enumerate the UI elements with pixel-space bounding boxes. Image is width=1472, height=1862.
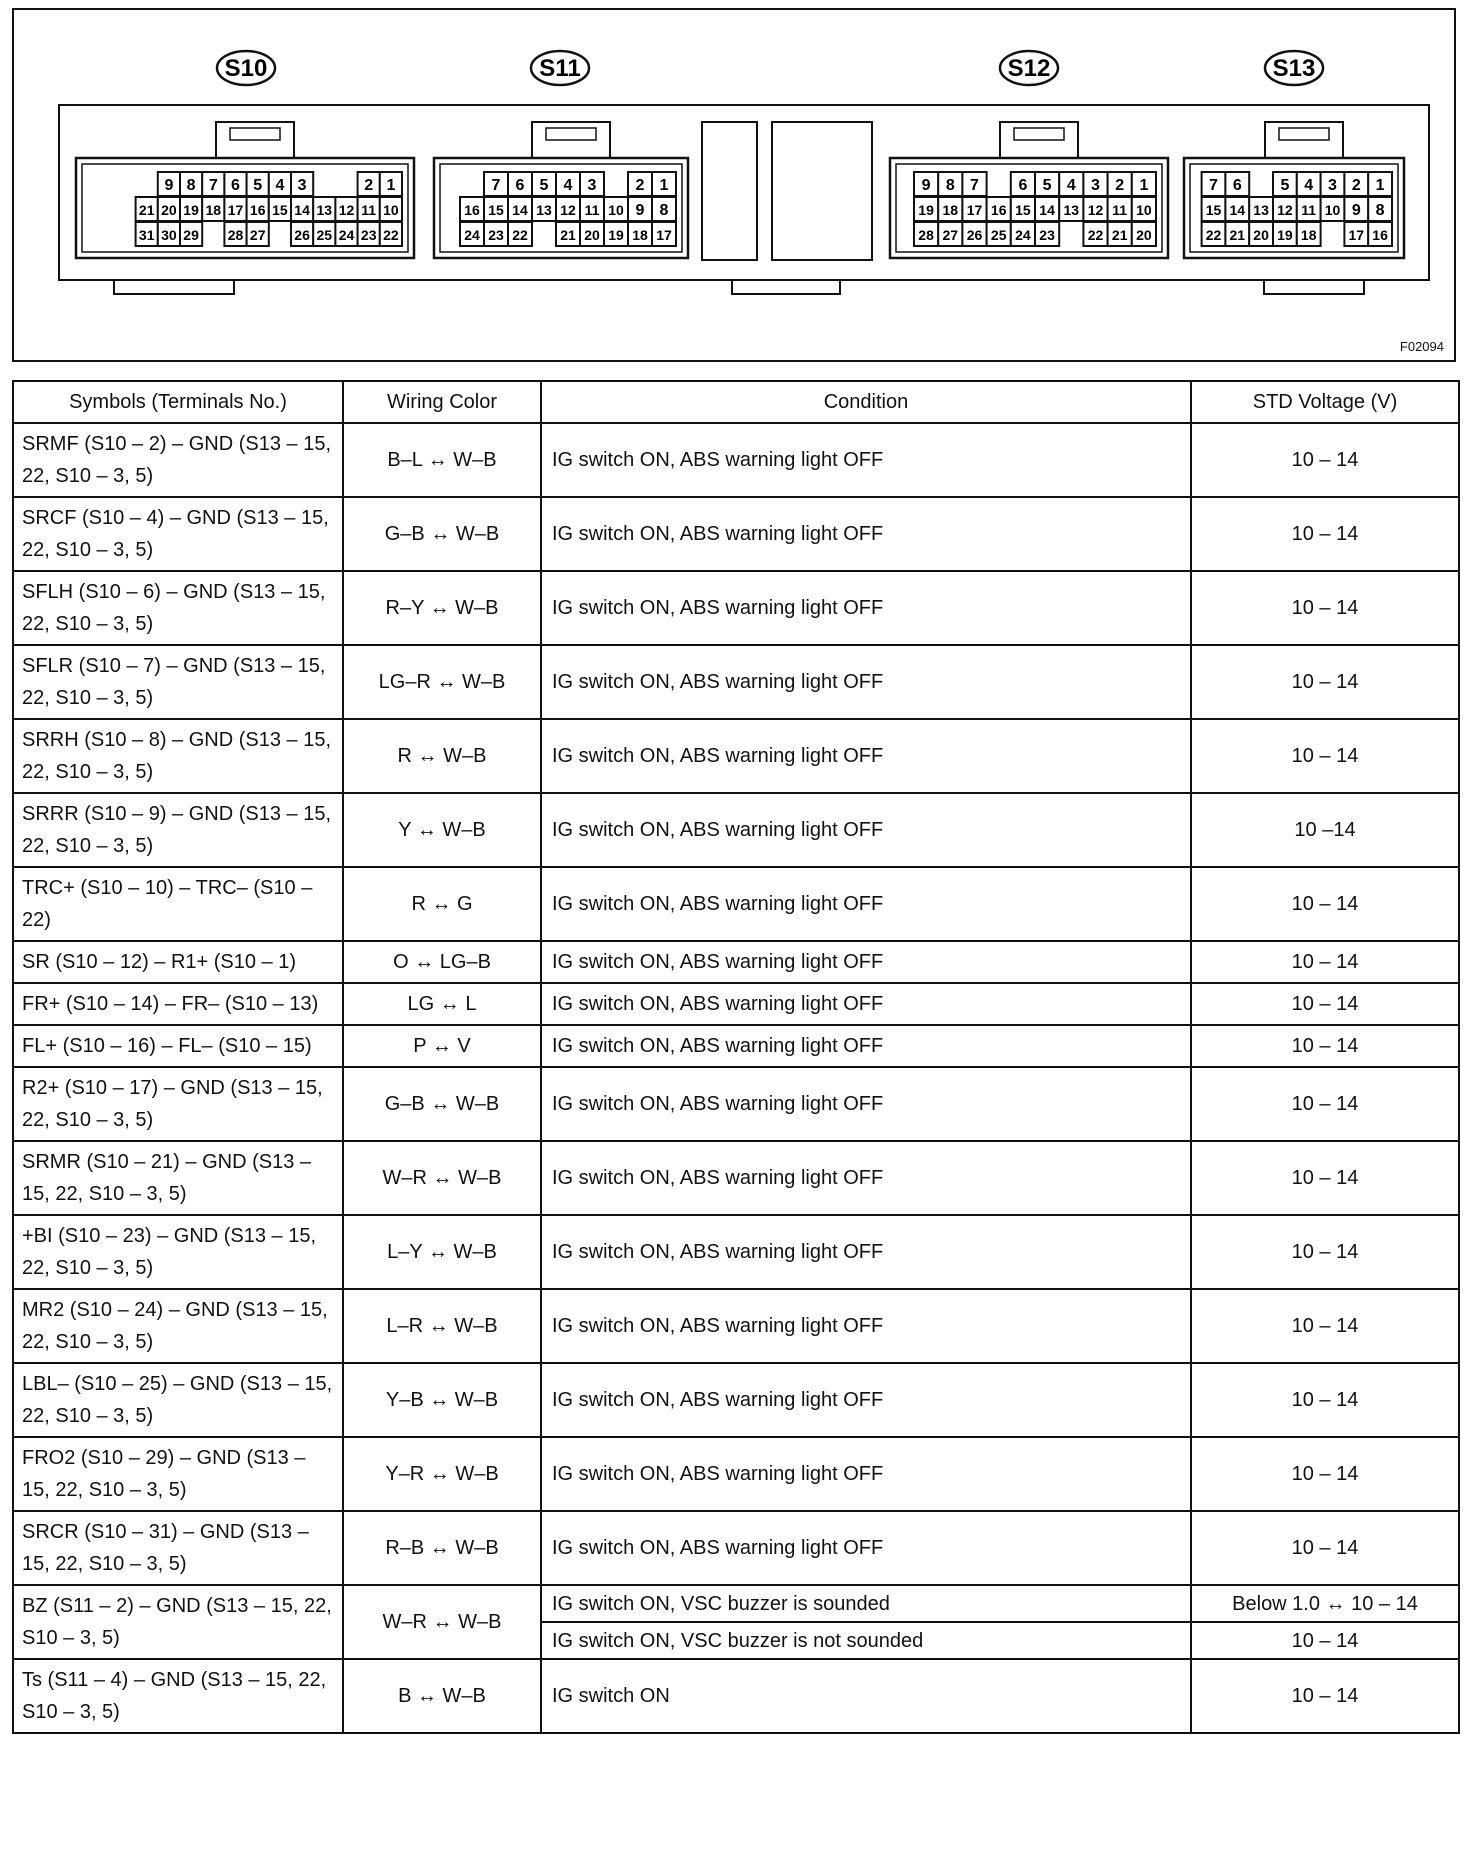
pin-number: 2 xyxy=(1351,177,1361,194)
cell-std-voltage: 10 – 14 xyxy=(1191,1437,1459,1511)
pin-number: 3 xyxy=(1091,177,1100,194)
cell-condition: IG switch ON, ABS warning light OFF xyxy=(541,867,1191,941)
pin-number: 11 xyxy=(1301,202,1317,218)
table-row xyxy=(13,867,1459,941)
cell-symbol: SRMR (S10 – 21) – GND (S13 – 15, 22, S10 – 3, 5) xyxy=(13,1141,343,1215)
table-row xyxy=(13,497,1459,571)
cell-wiring-color: P ↔ V xyxy=(343,1025,541,1067)
pin-number: 22 xyxy=(1087,227,1104,243)
pin-number: 6 xyxy=(515,177,525,194)
cell-wiring-color: O ↔ LG–B xyxy=(343,941,541,983)
pin-number: 13 xyxy=(1063,202,1080,218)
cell-condition: IG switch ON, ABS warning light OFF xyxy=(541,1067,1191,1141)
pin-number: 29 xyxy=(183,227,199,243)
cell-symbol: SFLH (S10 – 6) – GND (S13 – 15, 22, S10 – 3, 5) xyxy=(13,571,343,645)
pin-number: 6 xyxy=(1018,177,1028,194)
table-row xyxy=(13,1215,1459,1289)
connector-label: S10 xyxy=(224,55,268,82)
pin-number: 23 xyxy=(1039,227,1055,243)
cell-wiring-color: R ↔ G xyxy=(343,867,541,941)
pin-number: 24 xyxy=(1015,227,1031,243)
table-row xyxy=(13,941,1459,983)
terminal-voltage-table xyxy=(12,380,1460,1734)
cell-condition: IG switch ON, ABS warning light OFF xyxy=(541,1025,1191,1067)
cell-symbol: SRCR (S10 – 31) – GND (S13 – 15, 22, S10 – 3, 5) xyxy=(13,1511,343,1585)
cell-condition: IG switch ON, ABS warning light OFF xyxy=(541,423,1191,497)
cell-wiring-color: LG–R ↔ W–B xyxy=(343,645,541,719)
pin-number: 7 xyxy=(1209,177,1218,194)
table-row xyxy=(13,1585,1459,1622)
connector-diagram xyxy=(12,8,1456,362)
connector-label: S13 xyxy=(1272,55,1316,82)
pin-number: 1 xyxy=(1139,177,1149,194)
pin-number: 14 xyxy=(512,202,528,218)
cell-symbol: LBL– (S10 – 25) – GND (S13 – 15, 22, S10 – 3, 5) xyxy=(13,1363,343,1437)
cell-condition: IG switch ON xyxy=(541,1659,1191,1733)
pin-number: 21 xyxy=(138,202,155,218)
cell-condition: IG switch ON, ABS warning light OFF xyxy=(541,983,1191,1025)
cell-wiring-color: R ↔ W–B xyxy=(343,719,541,793)
cell-symbol: SRRH (S10 – 8) – GND (S13 – 15, 22, S10 – 3, 5) xyxy=(13,719,343,793)
figure-id: F02094 xyxy=(1399,339,1444,354)
pin-number: 15 xyxy=(1015,202,1031,218)
pin-number: 8 xyxy=(186,177,196,194)
pin-number: 18 xyxy=(1300,227,1317,243)
pin-number: 21 xyxy=(1229,227,1246,243)
cell-std-voltage: 10 – 14 xyxy=(1191,1659,1459,1733)
pin-number: 9 xyxy=(164,177,174,194)
cell-wiring-color: W–R ↔ W–B xyxy=(343,1141,541,1215)
cell-symbol: MR2 (S10 – 24) – GND (S13 – 15, 22, S10 – 3, 5) xyxy=(13,1289,343,1363)
pin-number: 27 xyxy=(249,227,266,243)
header-wiring-color: Wiring Color xyxy=(343,381,541,423)
pin-number: 21 xyxy=(560,227,576,243)
cell-wiring-color: W–R ↔ W–B xyxy=(343,1585,541,1659)
pin-number: 19 xyxy=(608,227,624,243)
pin-number: 20 xyxy=(1136,227,1152,243)
pin-number: 6 xyxy=(231,177,240,194)
cell-wiring-color: R–B ↔ W–B xyxy=(343,1511,541,1585)
pin-number: 5 xyxy=(1042,177,1052,194)
pin-number: 20 xyxy=(1253,227,1269,243)
pin-number: 10 xyxy=(1136,202,1152,218)
cell-wiring-color: LG ↔ L xyxy=(343,983,541,1025)
pin-number: 15 xyxy=(488,202,504,218)
cell-wiring-color: B–L ↔ W–B xyxy=(343,423,541,497)
table-row xyxy=(13,1363,1459,1437)
pin-number: 22 xyxy=(383,227,399,243)
table-row xyxy=(13,1437,1459,1511)
table-header-row xyxy=(13,381,1459,423)
cell-symbol: FRO2 (S10 – 29) – GND (S13 – 15, 22, S10 – 3, 5) xyxy=(13,1437,343,1511)
cell-condition: IG switch ON, ABS warning light OFF xyxy=(541,1363,1191,1437)
cell-std-voltage: 10 – 14 xyxy=(1191,719,1459,793)
pin-number: 25 xyxy=(990,227,1007,243)
cell-symbol: SRMF (S10 – 2) – GND (S13 – 15, 22, S10 – 3, 5) xyxy=(13,423,343,497)
pin-number: 9 xyxy=(635,202,645,219)
cell-std-voltage: 10 –14 xyxy=(1191,793,1459,867)
pin-number: 26 xyxy=(294,227,310,243)
pin-number: 23 xyxy=(360,227,377,243)
cell-wiring-color: G–B ↔ W–B xyxy=(343,497,541,571)
pin-number: 18 xyxy=(632,227,648,243)
pin-number: 10 xyxy=(1324,202,1341,218)
pin-number: 14 xyxy=(1039,202,1055,218)
pin-number: 2 xyxy=(635,177,645,194)
pin-number: 16 xyxy=(464,202,480,218)
pin-number: 5 xyxy=(1280,177,1290,194)
pin-number: 19 xyxy=(183,202,199,218)
pin-number: 12 xyxy=(1277,202,1293,218)
pin-number: 4 xyxy=(563,177,573,194)
pin-number: 7 xyxy=(208,177,218,194)
pin-number: 23 xyxy=(488,227,504,243)
cell-std-voltage: 10 – 14 xyxy=(1191,1067,1459,1141)
table-row xyxy=(13,645,1459,719)
pin-number: 7 xyxy=(491,177,501,194)
table-row xyxy=(13,793,1459,867)
pin-number: 9 xyxy=(921,177,931,194)
pin-number: 17 xyxy=(227,202,244,218)
pin-number: 5 xyxy=(253,177,263,194)
cell-symbol: Ts (S11 – 4) – GND (S13 – 15, 22, S10 – 3, 5) xyxy=(13,1659,343,1733)
pin-number: 12 xyxy=(1087,202,1104,218)
pin-number: 10 xyxy=(383,202,399,218)
table-row xyxy=(13,1067,1459,1141)
cell-std-voltage: Below 1.0 ↔ 10 – 14 xyxy=(1191,1585,1459,1622)
cell-std-voltage: 10 – 14 xyxy=(1191,1025,1459,1067)
cell-std-voltage: 10 – 14 xyxy=(1191,1511,1459,1585)
cell-condition: IG switch ON, ABS warning light OFF xyxy=(541,645,1191,719)
cell-std-voltage: 10 – 14 xyxy=(1191,423,1459,497)
cell-std-voltage: 10 – 14 xyxy=(1191,941,1459,983)
cell-symbol: SR (S10 – 12) – R1+ (S10 – 1) xyxy=(13,941,343,983)
pin-number: 2 xyxy=(364,177,374,194)
cell-wiring-color: Y–R ↔ W–B xyxy=(343,1437,541,1511)
cell-symbol: SRRR (S10 – 9) – GND (S13 – 15, 22, S10 – 3, 5) xyxy=(13,793,343,867)
cell-wiring-color: Y ↔ W–B xyxy=(343,793,541,867)
pin-number: 15 xyxy=(1205,202,1222,218)
table-row xyxy=(13,983,1459,1025)
table-row xyxy=(13,1025,1459,1067)
cell-wiring-color: R–Y ↔ W–B xyxy=(343,571,541,645)
pin-number: 3 xyxy=(587,177,597,194)
header-std-voltage: STD Voltage (V) xyxy=(1191,381,1459,423)
cell-std-voltage: 10 – 14 xyxy=(1191,1215,1459,1289)
pin-number: 19 xyxy=(918,202,934,218)
pin-number: 28 xyxy=(918,227,934,243)
pin-number: 12 xyxy=(338,202,355,218)
header-symbols: Symbols (Terminals No.) xyxy=(13,381,343,423)
pin-number: 13 xyxy=(1253,202,1269,218)
pin-number: 16 xyxy=(990,202,1007,218)
pin-number: 18 xyxy=(942,202,959,218)
cell-condition: IG switch ON, ABS warning light OFF xyxy=(541,1511,1191,1585)
pin-number: 25 xyxy=(316,227,333,243)
pin-number: 11 xyxy=(1112,202,1128,218)
connector-label: S12 xyxy=(1007,55,1051,82)
pin-number: 12 xyxy=(560,202,576,218)
pin-number: 8 xyxy=(659,202,669,219)
pin-number: 24 xyxy=(464,227,480,243)
table-row xyxy=(13,1289,1459,1363)
table-row xyxy=(13,1659,1459,1733)
connector-diagram-drawing xyxy=(14,10,1458,364)
table-row xyxy=(13,719,1459,793)
pin-number: 7 xyxy=(970,177,979,194)
connector-label: S11 xyxy=(539,55,581,82)
pin-number: 28 xyxy=(227,227,244,243)
pin-number: 24 xyxy=(338,227,355,243)
pin-number: 2 xyxy=(1115,177,1125,194)
pin-number: 21 xyxy=(1111,227,1128,243)
pin-number: 17 xyxy=(1348,227,1365,243)
pin-number: 13 xyxy=(536,202,552,218)
pin-number: 20 xyxy=(161,202,177,218)
cell-std-voltage: 10 – 14 xyxy=(1191,983,1459,1025)
cell-std-voltage: 10 – 14 xyxy=(1191,497,1459,571)
cell-symbol: SFLR (S10 – 7) – GND (S13 – 15, 22, S10 – 3, 5) xyxy=(13,645,343,719)
pin-number: 31 xyxy=(138,227,155,243)
pin-number: 11 xyxy=(361,202,377,218)
pin-number: 14 xyxy=(1229,202,1246,218)
pin-number: 17 xyxy=(966,202,983,218)
cell-condition: IG switch ON, ABS warning light OFF xyxy=(541,719,1191,793)
cell-condition: IG switch ON, ABS warning light OFF xyxy=(541,1437,1191,1511)
table-row xyxy=(13,1511,1459,1585)
pin-number: 3 xyxy=(297,177,307,194)
cell-condition: IG switch ON, ABS warning light OFF xyxy=(541,941,1191,983)
pin-number: 14 xyxy=(294,202,310,218)
cell-std-voltage: 10 – 14 xyxy=(1191,1363,1459,1437)
pin-number: 11 xyxy=(584,202,600,218)
pin-number: 20 xyxy=(584,227,600,243)
cell-symbol: +BI (S10 – 23) – GND (S13 – 15, 22, S10 – 3, 5) xyxy=(13,1215,343,1289)
pin-number: 1 xyxy=(659,177,669,194)
pin-number: 4 xyxy=(275,177,285,194)
pin-number: 1 xyxy=(386,177,396,194)
pin-number: 13 xyxy=(316,202,333,218)
pin-number: 26 xyxy=(966,227,983,243)
cell-condition: IG switch ON, ABS warning light OFF xyxy=(541,1215,1191,1289)
cell-condition: IG switch ON, ABS warning light OFF xyxy=(541,793,1191,867)
pin-number: 22 xyxy=(512,227,528,243)
pin-number: 16 xyxy=(1372,227,1388,243)
cell-condition: IG switch ON, ABS warning light OFF xyxy=(541,571,1191,645)
pin-number: 16 xyxy=(249,202,266,218)
cell-symbol: FR+ (S10 – 14) – FR– (S10 – 13) xyxy=(13,983,343,1025)
cell-symbol: SRCF (S10 – 4) – GND (S13 – 15, 22, S10 – 3, 5) xyxy=(13,497,343,571)
cell-condition: IG switch ON, ABS warning light OFF xyxy=(541,497,1191,571)
pin-number: 4 xyxy=(1304,177,1314,194)
table-row xyxy=(13,423,1459,497)
pin-number: 15 xyxy=(272,202,288,218)
pin-number: 19 xyxy=(1277,227,1293,243)
cell-std-voltage: 10 – 14 xyxy=(1191,867,1459,941)
pin-number: 4 xyxy=(1066,177,1076,194)
cell-wiring-color: L–Y ↔ W–B xyxy=(343,1215,541,1289)
pin-number: 10 xyxy=(608,202,624,218)
cell-std-voltage: 10 – 14 xyxy=(1191,1141,1459,1215)
cell-symbol: R2+ (S10 – 17) – GND (S13 – 15, 22, S10 – 3, 5) xyxy=(13,1067,343,1141)
pin-number: 17 xyxy=(656,227,672,243)
pin-number: 27 xyxy=(942,227,959,243)
pin-number: 5 xyxy=(539,177,549,194)
cell-condition: IG switch ON, ABS warning light OFF xyxy=(541,1141,1191,1215)
pin-number: 3 xyxy=(1328,177,1337,194)
cell-std-voltage: 10 – 14 xyxy=(1191,571,1459,645)
table-row xyxy=(13,571,1459,645)
pin-number: 8 xyxy=(1375,202,1385,219)
cell-symbol: BZ (S11 – 2) – GND (S13 – 15, 22, S10 – 3, 5) xyxy=(13,1585,343,1659)
cell-wiring-color: Y–B ↔ W–B xyxy=(343,1363,541,1437)
pin-number: 9 xyxy=(1351,202,1361,219)
cell-std-voltage: 10 – 14 xyxy=(1191,645,1459,719)
header-condition: Condition xyxy=(541,381,1191,423)
cell-condition: IG switch ON, VSC buzzer is not sounded xyxy=(541,1622,1191,1659)
cell-wiring-color: L–R ↔ W–B xyxy=(343,1289,541,1363)
cell-std-voltage: 10 – 14 xyxy=(1191,1622,1459,1659)
pin-number: 6 xyxy=(1232,177,1242,194)
pin-number: 22 xyxy=(1205,227,1222,243)
pin-number: 18 xyxy=(205,202,222,218)
pin-number: 30 xyxy=(161,227,177,243)
cell-symbol: TRC+ (S10 – 10) – TRC– (S10 – 22) xyxy=(13,867,343,941)
cell-condition: IG switch ON, VSC buzzer is sounded xyxy=(541,1585,1191,1622)
pin-number: 1 xyxy=(1375,177,1385,194)
table-row xyxy=(13,1141,1459,1215)
cell-symbol: FL+ (S10 – 16) – FL– (S10 – 15) xyxy=(13,1025,343,1067)
cell-condition: IG switch ON, ABS warning light OFF xyxy=(541,1289,1191,1363)
pin-number: 8 xyxy=(945,177,955,194)
cell-wiring-color: G–B ↔ W–B xyxy=(343,1067,541,1141)
cell-std-voltage: 10 – 14 xyxy=(1191,1289,1459,1363)
cell-wiring-color: B ↔ W–B xyxy=(343,1659,541,1733)
